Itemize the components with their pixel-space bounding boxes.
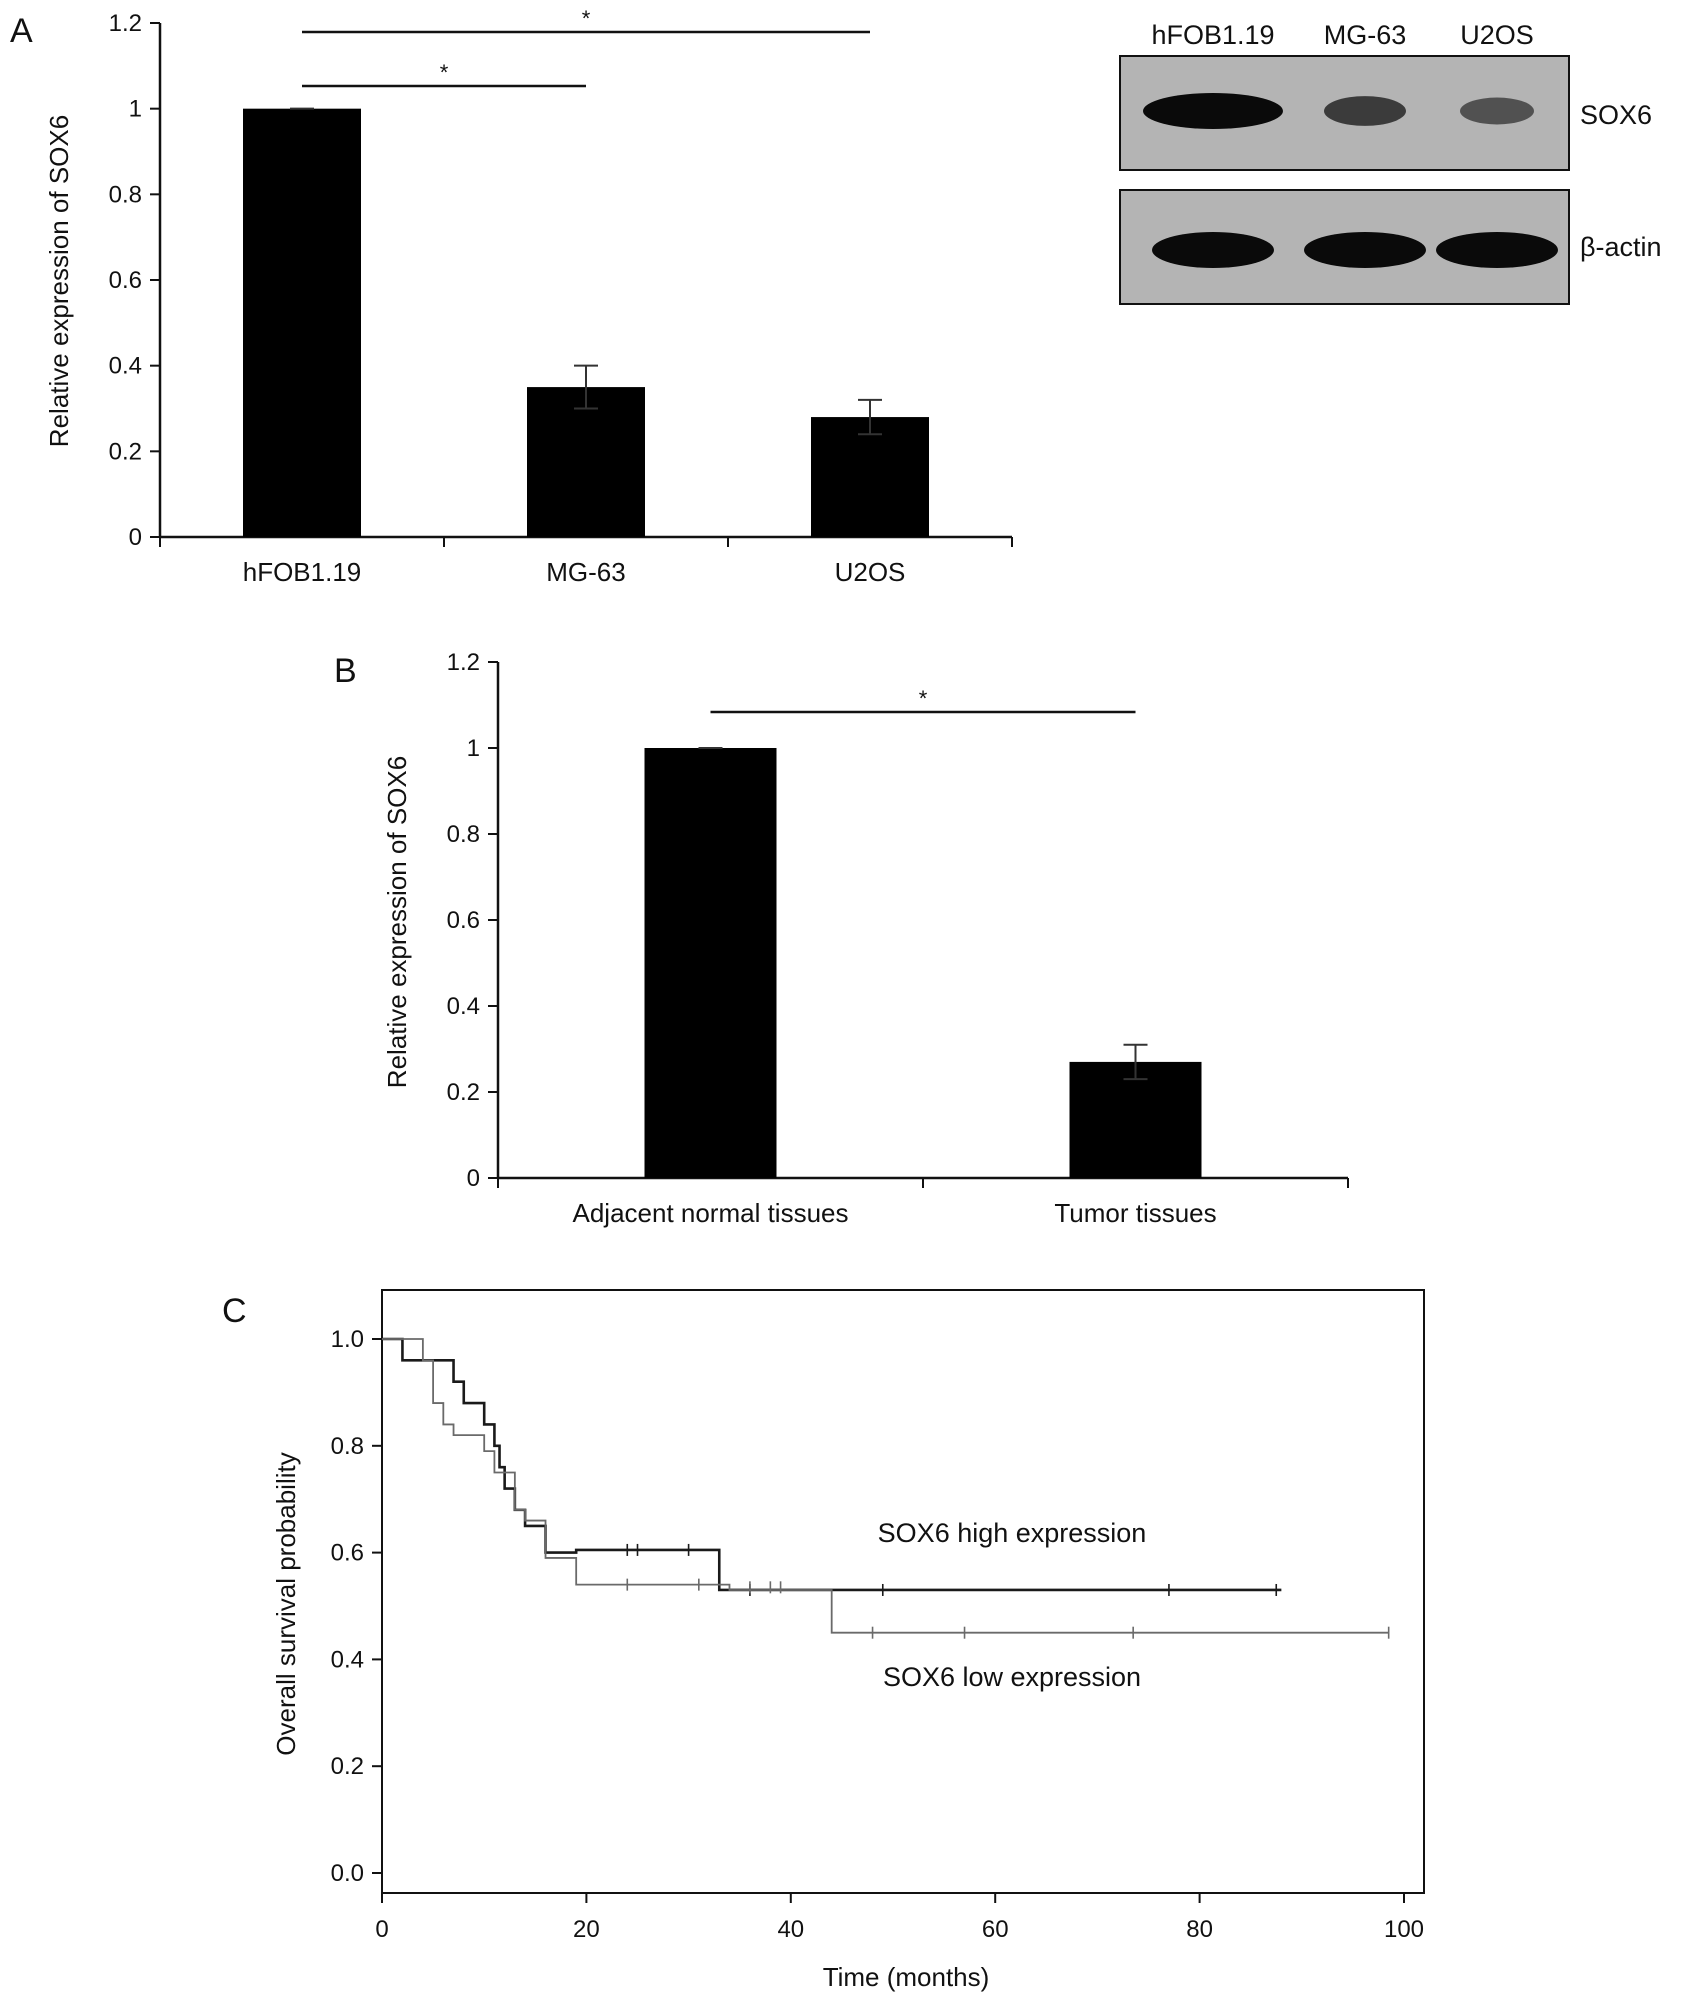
blot-band <box>1324 96 1406 126</box>
y-tick-label: 0.2 <box>108 438 142 466</box>
series-line-low <box>382 1339 1389 1633</box>
y-tick-label: 1.0 <box>330 1326 364 1353</box>
series-line-high <box>382 1339 1281 1590</box>
y-tick-label: 0.8 <box>108 181 142 209</box>
y-tick-label: 0.6 <box>108 267 142 294</box>
panel-a-letter: A <box>10 12 33 50</box>
y-tick-label: 1 <box>466 735 480 762</box>
series-label-low: SOX6 low expression <box>882 1662 1142 1692</box>
blot-bands <box>1143 93 1558 268</box>
x-tick-label: 20 <box>573 1916 600 1943</box>
y-tick-label: 0 <box>466 1165 480 1192</box>
x-category-label: Adjacent normal tissues <box>572 1198 849 1228</box>
x-category-label: U2OS <box>834 557 906 587</box>
x-tick-label: 40 <box>777 1916 805 1943</box>
panel-b-marks <box>447 649 1348 1228</box>
y-tick-label: 0.8 <box>330 1432 364 1460</box>
y-tick-label: 0.8 <box>446 821 480 848</box>
y-tick-label: 1.2 <box>446 649 480 676</box>
blot-lane-label: hFOB1.19 <box>1151 20 1275 50</box>
panel-c-survival-chart <box>222 1290 1424 1992</box>
blot-band <box>1304 232 1426 268</box>
significance-star: * <box>581 6 591 31</box>
y-tick-label: 0.2 <box>330 1753 364 1781</box>
panel-a-y-axis-title: Relative expression of SOX6 <box>44 114 74 448</box>
x-category-label: hFOB1.19 <box>242 557 362 587</box>
panel-a-bar-chart <box>10 6 1012 587</box>
panel-c-letter: C <box>222 1292 247 1330</box>
x-category-label: Tumor tissues <box>1054 1198 1217 1228</box>
panel-b-letter: B <box>334 652 357 690</box>
bar <box>645 748 777 1178</box>
bar <box>527 387 645 537</box>
x-tick-label: 0 <box>375 1916 389 1943</box>
blot-band <box>1143 93 1283 129</box>
y-tick-label: 0.4 <box>330 1646 364 1674</box>
significance-star: * <box>918 686 928 711</box>
western-blot <box>1120 20 1662 304</box>
blot-band <box>1436 232 1558 268</box>
x-tick-label: 100 <box>1383 1916 1425 1943</box>
y-tick-label: 0.4 <box>108 352 142 380</box>
panel-a-marks <box>109 6 1012 587</box>
panel-c-y-axis-title: Overall survival probability <box>271 1452 301 1756</box>
y-tick-label: 0.0 <box>330 1860 364 1887</box>
blot-row-label-sox6: SOX6 <box>1580 100 1653 130</box>
y-tick-label: 0.6 <box>446 907 480 934</box>
y-tick-label: 0.2 <box>446 1079 480 1106</box>
y-tick-label: 1 <box>128 95 142 123</box>
blot-band <box>1460 98 1534 125</box>
panel-b-y-axis-title: Relative expression of SOX6 <box>382 755 412 1089</box>
blot-lane-label: MG-63 <box>1323 20 1407 50</box>
panel-c-marks <box>331 1290 1424 1943</box>
y-tick-label: 1.2 <box>108 10 142 37</box>
blot-row-label-actin: β-actin <box>1580 232 1662 262</box>
series-label-high: SOX6 high expression <box>877 1518 1147 1548</box>
blot-band <box>1152 232 1274 268</box>
x-tick-label: 60 <box>981 1916 1009 1943</box>
panel-b-bar-chart <box>334 649 1348 1228</box>
y-tick-label: 0.4 <box>446 993 480 1020</box>
y-tick-label: 0 <box>128 524 142 551</box>
x-category-label: MG-63 <box>546 557 626 587</box>
y-tick-label: 0.6 <box>330 1539 364 1567</box>
panel-c-x-axis-title: Time (months) <box>822 1962 990 1992</box>
x-tick-label: 80 <box>1186 1916 1213 1943</box>
plot-frame <box>382 1290 1424 1893</box>
significance-star: * <box>439 60 449 85</box>
blot-lane-label: U2OS <box>1460 20 1534 50</box>
bar <box>243 109 361 537</box>
